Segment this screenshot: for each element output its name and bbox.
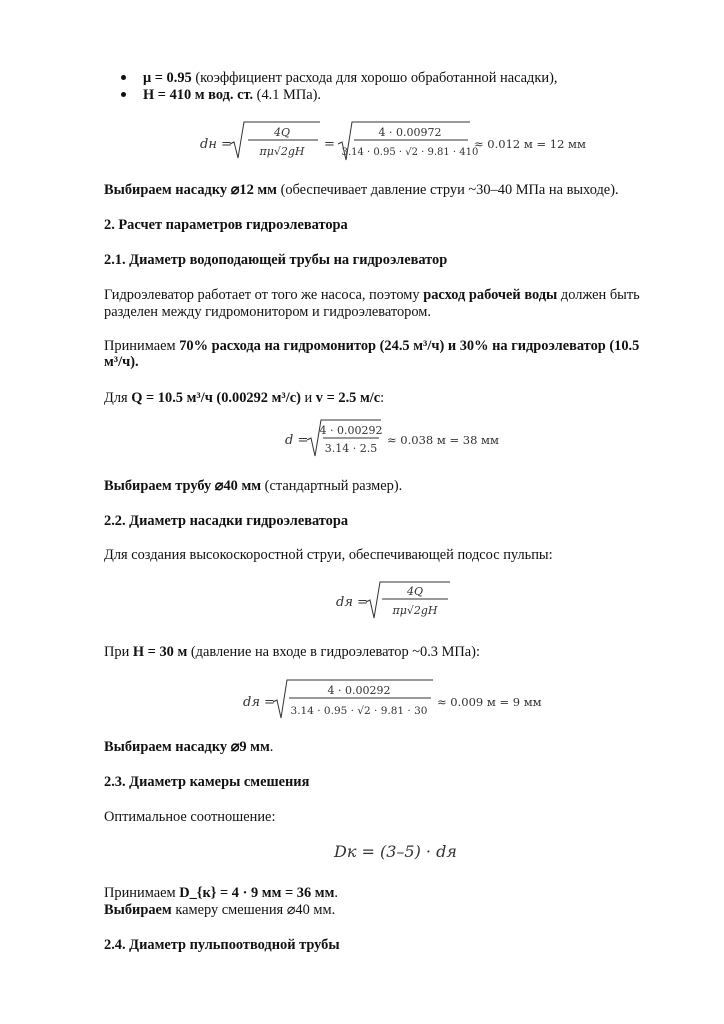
- formula-numerator: 4 · 0.00292: [327, 684, 391, 697]
- paragraph: [104, 546, 654, 564]
- equals-sign: =: [324, 137, 335, 152]
- paragraph-bold: Выбираем насадку ⌀9 мм: [104, 739, 270, 755]
- formula-pipe-diameter: [285, 418, 515, 466]
- paragraph-bold: Выбираем трубу ⌀40 мм: [104, 478, 262, 494]
- heading-text: 2.3. Диаметр камеры смешения: [104, 774, 310, 790]
- formula-mixing-chamber: [334, 842, 457, 861]
- formula-denominator: 3.14 · 0.95 · √2 · 9.81 · 30: [290, 705, 428, 717]
- paragraph-bold: H = 30 м: [132, 644, 188, 660]
- paragraph-text: и: [300, 390, 316, 406]
- paragraph-text: При: [104, 644, 133, 660]
- paragraph-bold: Выбираем: [104, 902, 172, 918]
- paragraph-bold: м³/ч).: [104, 354, 139, 370]
- paragraph-bold: 70% расхода на гидромонитор (24.5 м³/ч) и 30% на гидроэлеватор (10.5: [179, 338, 640, 354]
- paragraph: [104, 389, 654, 407]
- heading-text: 2. Расчет параметров гидроэлеватора: [104, 217, 348, 233]
- paragraph-text: разделен между гидромонитором и гидроэлеватором.: [104, 304, 432, 320]
- formula-lhs: dя =: [243, 695, 275, 710]
- bullet-bold: H = 410 м вод. ст.: [143, 87, 254, 103]
- subsection-heading: [104, 251, 654, 269]
- paragraph-text: должен быть: [557, 287, 640, 303]
- formula-lhs: dн =: [200, 137, 232, 152]
- formula-denominator: πμ√2gH: [392, 604, 438, 617]
- bullet-item: [121, 86, 321, 104]
- paragraph: [104, 901, 654, 919]
- paragraph-text: (обеспечивает давление струи ~30–40 МПа на выходе).: [276, 182, 619, 198]
- paragraph: [104, 477, 654, 495]
- subsection-heading: [104, 512, 654, 530]
- paragraph-text: Принимаем: [104, 338, 180, 354]
- velocity-value: v = 2.5 м/с: [315, 390, 381, 406]
- paragraph-continuation: [104, 353, 654, 371]
- formula-numerator: 4Q: [406, 585, 424, 598]
- heading-text: 2.4. Диаметр пульпоотводной трубы: [104, 937, 340, 953]
- paragraph: [104, 643, 654, 661]
- formula-nozzle-diameter: [200, 118, 586, 170]
- paragraph-text: :: [380, 390, 385, 406]
- formula-numerator-value: 4 · 0.00972: [378, 126, 442, 139]
- bullet-dot: [121, 75, 126, 80]
- formula-denominator: 3.14 · 2.5: [324, 442, 378, 455]
- paragraph-text: .: [269, 739, 274, 755]
- paragraph-bold: расход рабочей воды: [423, 287, 558, 303]
- paragraph-text: (стандартный размер).: [261, 478, 403, 494]
- bullet-text: (4.1 МПа).: [253, 87, 322, 103]
- paragraph-text: Для создания высокоскоростной струи, обеспечивающей подсос пульпы:: [104, 547, 553, 563]
- formula-denominator: πμ√2gH: [259, 145, 305, 158]
- paragraph: [104, 286, 654, 304]
- formula-result: ≈ 0.009 м = 9 мм: [437, 695, 542, 709]
- paragraph: [104, 181, 654, 199]
- paragraph: [104, 738, 654, 756]
- formula-denominator-value: 3.14 · 0.95 · √2 · 9.81 · 410: [341, 147, 479, 158]
- heading-text: 2.1. Диаметр водоподающей трубы на гидроэлеватор: [104, 252, 448, 268]
- formula-result: ≈ 0.038 м = 38 мм: [387, 433, 499, 447]
- paragraph-text: камеру смешения ⌀40 мм.: [171, 902, 336, 918]
- section-heading: [104, 216, 654, 234]
- bullet-bold: μ = 0.95: [143, 70, 192, 86]
- formula-text: Dк = (3–5) · dя: [334, 842, 457, 861]
- bullet-text: (коэффициент расхода для хорошо обработанной насадки),: [191, 70, 558, 86]
- formula-svg: [200, 118, 586, 166]
- formula-jet-nozzle-value: [243, 676, 543, 728]
- paragraph-text: Принимаем: [104, 885, 180, 901]
- formula-lhs: d =: [285, 433, 309, 448]
- formula-numerator: 4 · 0.00292: [319, 424, 383, 437]
- paragraph-bold: D_{к} = 4 · 9 мм = 36 мм: [179, 885, 335, 901]
- formula-jet-nozzle: [336, 578, 456, 626]
- paragraph: [104, 884, 654, 902]
- heading-text: 2.2. Диаметр насадки гидроэлеватора: [104, 513, 349, 529]
- bullet-item: [121, 69, 557, 87]
- formula-result: ≈ 0.012 м = 12 мм: [474, 137, 586, 151]
- bullet-dot: [121, 92, 126, 97]
- formula-svg: [243, 676, 543, 724]
- flow-value: Q = 10.5 м³/ч (0.00292 м³/с): [131, 390, 301, 406]
- paragraph-continuation: [104, 303, 654, 321]
- formula-lhs: dя =: [336, 595, 368, 610]
- formula-svg: [285, 418, 515, 462]
- formula-svg: [336, 578, 456, 622]
- paragraph-text: .: [334, 885, 338, 901]
- paragraph-text: Оптимальное соотношение:: [104, 809, 276, 825]
- subsection-heading: [104, 773, 654, 791]
- paragraph-bold: Выбираем насадку ⌀12 мм: [104, 182, 277, 198]
- subsection-heading: [104, 936, 654, 954]
- paragraph: [104, 808, 654, 826]
- paragraph-text: (давление на входе в гидроэлеватор ~0.3 МПа):: [187, 644, 480, 660]
- paragraph-text: Для: [104, 390, 132, 406]
- paragraph-text: Гидроэлеватор работает от того же насоса, поэтому: [104, 287, 424, 303]
- formula-numerator: 4Q: [273, 126, 291, 139]
